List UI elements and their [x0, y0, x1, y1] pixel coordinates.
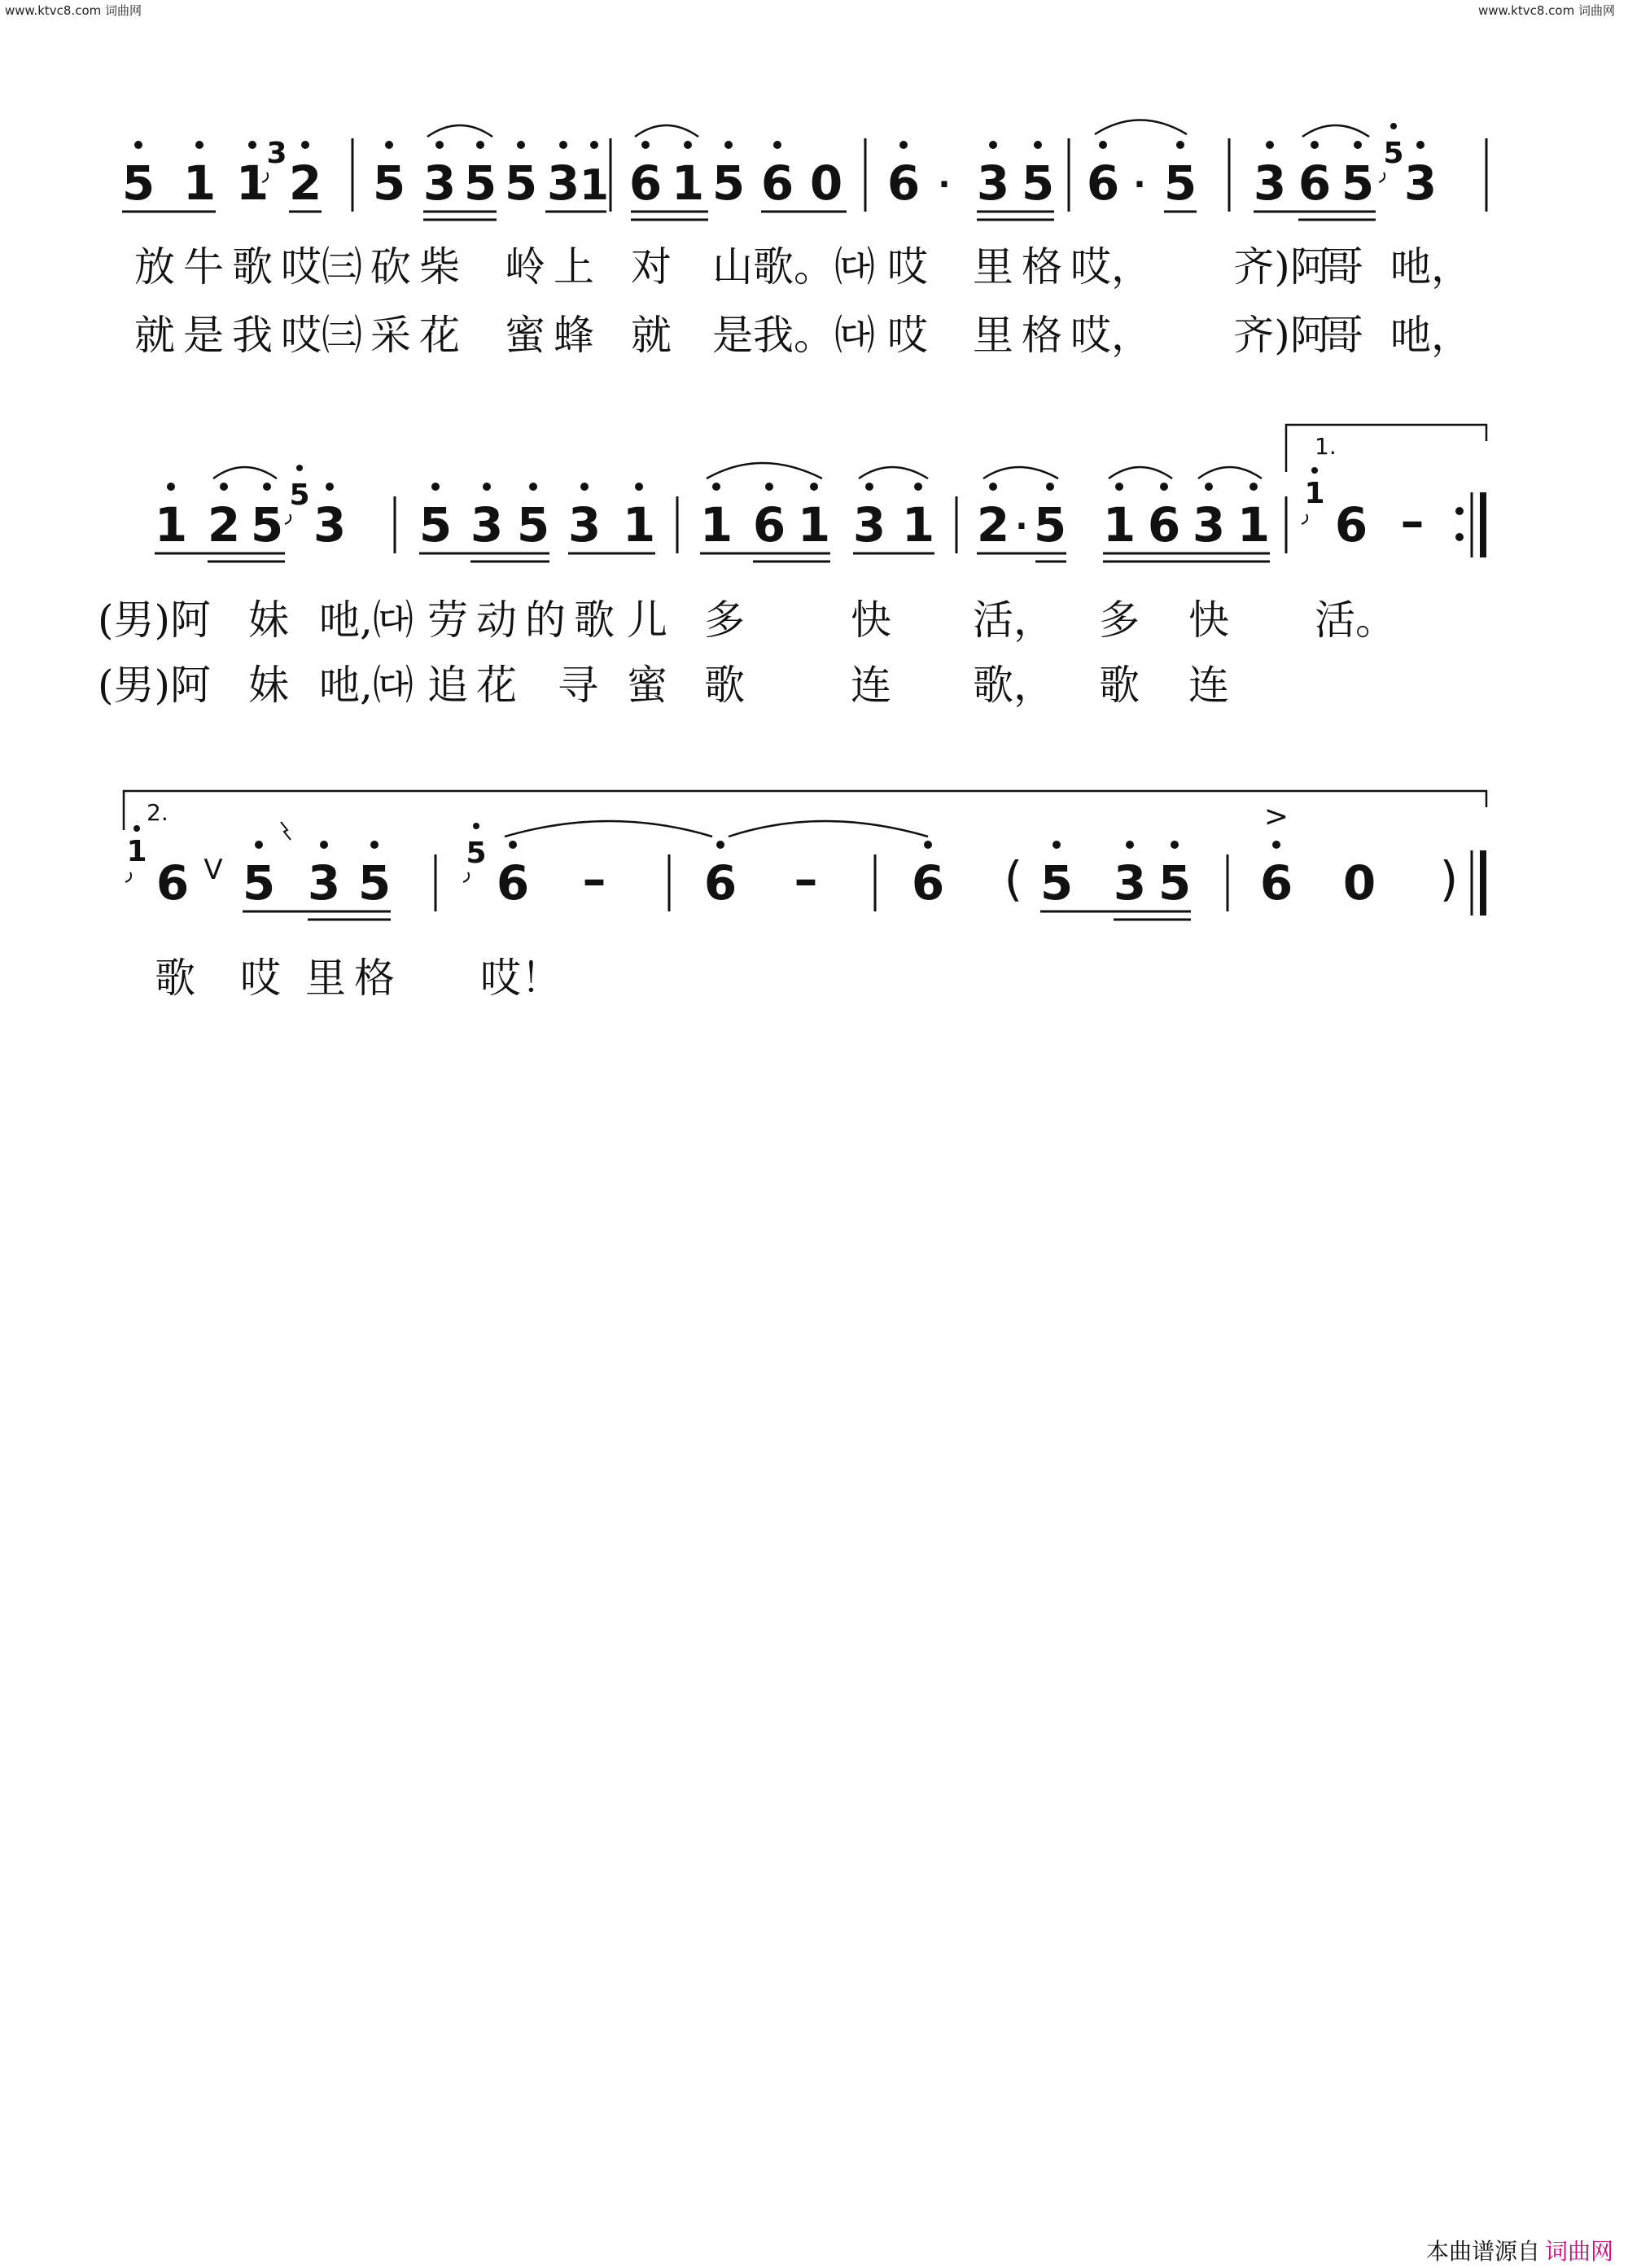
lyric-line-4 — [0, 661, 1628, 718]
lyric-syllable: 歌 — [1099, 662, 1140, 709]
note: 5 — [1158, 855, 1192, 911]
note: 6 — [155, 855, 190, 911]
lyric-syllable: 格 — [1022, 312, 1062, 359]
lyric-syllable: 花 — [419, 312, 460, 359]
note: 0 — [809, 155, 843, 211]
lyric-syllable: 牛 — [183, 243, 224, 291]
note: · — [1133, 166, 1146, 203]
note: 1 — [901, 497, 935, 553]
note: 1 — [797, 497, 831, 553]
note: 6 — [911, 855, 945, 911]
notation-staff-1 — [0, 98, 1628, 260]
note: 1 — [1236, 497, 1271, 553]
header-right-site: www.ktvc8.com 词曲网 — [1477, 3, 1615, 18]
note: 1 — [622, 497, 656, 553]
lyric-syllable: 哎㈢ — [281, 243, 362, 291]
lyric-syllable: 哎 — [887, 243, 928, 291]
lyric-syllable: 儿 — [627, 596, 667, 644]
note: 5 — [516, 497, 550, 553]
note: 1 — [235, 155, 269, 211]
lyric-syllable: 是 — [183, 312, 224, 359]
lyric-syllable: 哎 — [887, 312, 928, 359]
note: 1 — [671, 155, 705, 211]
lyric-line-2 — [0, 311, 1628, 368]
note: 3 — [976, 155, 1010, 211]
lyric-syllable: 对 — [631, 243, 672, 291]
lyric-syllable: 哎！ — [480, 955, 562, 1002]
lyric-syllable: 是 — [712, 312, 753, 359]
lyric-syllable: 寻 — [558, 662, 598, 709]
lyric-syllable: 岭 — [505, 243, 545, 291]
note: 5 — [1163, 155, 1197, 211]
header-left-site: www.ktvc8.com 词曲网 — [5, 3, 142, 18]
lyric-syllable: 活。 — [1315, 596, 1396, 644]
lyric-syllable: 追 — [427, 662, 468, 709]
note: 6 — [886, 155, 921, 211]
grace-note: 5 — [289, 479, 310, 512]
lyric-syllable: 蜜 — [505, 312, 545, 359]
lyric-syllable: 哎 — [240, 955, 281, 1002]
lyric-syllable: 歌 — [574, 596, 615, 644]
lyric-syllable: 劳 — [427, 596, 468, 644]
note: 2 — [207, 497, 241, 553]
lyric-syllable: 妹 — [248, 662, 289, 709]
lyric-syllable: 歌， — [973, 662, 1054, 709]
breath-mark: V — [204, 854, 223, 886]
footer-brand-link[interactable]: 词曲网 — [1544, 2238, 1613, 2265]
note: 5 — [121, 155, 155, 211]
lyric-syllable: 多 — [1099, 596, 1140, 644]
lyric-syllable: 山 — [712, 243, 753, 291]
grace-note: 1 — [126, 835, 147, 868]
lyric-syllable: 多 — [704, 596, 745, 644]
note: 6 — [1259, 855, 1293, 911]
lyric-syllable: (男)阿 — [98, 662, 212, 709]
lyric-syllable: 就 — [134, 312, 175, 359]
note: 5 — [1033, 497, 1067, 553]
lyric-syllable: 妹 — [248, 596, 289, 644]
note: – — [1400, 493, 1424, 548]
note: 3 — [546, 155, 580, 211]
volta-1-label: 1. — [1315, 433, 1337, 460]
lyric-syllable: 哎， — [1070, 312, 1152, 359]
parenthesis: ( — [1004, 851, 1023, 907]
note: 6 — [1086, 155, 1120, 211]
lyric-syllable: 我 — [232, 312, 273, 359]
lyric-syllable: 歌。㈐ — [753, 243, 875, 291]
lyric-syllable: 吔,㈐ — [319, 596, 414, 644]
lyric-syllable: 吔,㈐ — [319, 662, 414, 709]
lyric-syllable: 哎㈢ — [281, 312, 362, 359]
grace-note: 5 — [466, 837, 487, 870]
lyric-syllable: 连 — [851, 662, 891, 709]
parenthesis: ) — [1439, 851, 1459, 907]
lyric-syllable: 里 — [973, 243, 1013, 291]
note: 6 — [703, 855, 737, 911]
note: 3 — [852, 497, 886, 553]
grace-note: 1 — [1304, 477, 1325, 510]
note: · — [1015, 508, 1028, 545]
note: 1 — [154, 497, 188, 553]
lyric-syllable: 齐)阿 — [1233, 243, 1331, 291]
lyric-syllable: 柴 — [419, 243, 460, 291]
notation-staff-2 — [0, 423, 1628, 586]
note: 3 — [470, 497, 504, 553]
lyric-syllable: (男)阿 — [98, 596, 212, 644]
lyric-syllable: 蜂 — [554, 312, 594, 359]
lyric-syllable: 哥 — [1323, 312, 1363, 359]
note: 3 — [307, 855, 341, 911]
lyric-line-3 — [0, 596, 1628, 653]
note: 3 — [313, 497, 347, 553]
note: 1 — [1102, 497, 1136, 553]
lyric-syllable: 花 — [476, 662, 517, 709]
lyric-syllable: 活， — [973, 596, 1054, 644]
lyric-syllable: 的 — [525, 596, 566, 644]
note: 6 — [1147, 497, 1181, 553]
note: 5 — [242, 855, 276, 911]
note: 6 — [496, 855, 530, 911]
note: – — [582, 851, 606, 907]
lyric-syllable: 采 — [370, 312, 411, 359]
accent-mark: > — [1263, 800, 1289, 833]
lyric-syllable: 里 — [973, 312, 1013, 359]
note: – — [794, 851, 818, 907]
notation-staff-3 — [0, 781, 1628, 944]
note: 6 — [628, 155, 663, 211]
lyric-syllable: 我。㈐ — [753, 312, 875, 359]
note: 3 — [1403, 155, 1438, 211]
note: 3 — [1253, 155, 1287, 211]
note: 6 — [1298, 155, 1332, 211]
lyric-syllable: 连 — [1188, 662, 1229, 709]
note: 3 — [1113, 855, 1147, 911]
lyric-syllable: 哥 — [1323, 243, 1363, 291]
note: 6 — [760, 155, 794, 211]
note: 5 — [711, 155, 746, 211]
note: 5 — [504, 155, 538, 211]
note: 6 — [1334, 497, 1368, 553]
volta-2-label: 2. — [147, 799, 168, 826]
note: · — [938, 166, 951, 203]
note: 6 — [752, 497, 786, 553]
lyric-syllable: 齐)阿 — [1233, 312, 1331, 359]
note: 3 — [567, 497, 602, 553]
note: 5 — [1021, 155, 1055, 211]
note: 5 — [1341, 155, 1375, 211]
lyric-syllable: 上 — [554, 243, 594, 291]
note: 1 — [699, 497, 733, 553]
lyric-syllable: 放 — [134, 243, 175, 291]
lyric-syllable: 快 — [1188, 596, 1229, 644]
lyric-syllable: 就 — [631, 312, 672, 359]
note: 5 — [1039, 855, 1074, 911]
note: 2 — [288, 155, 322, 211]
note: 5 — [357, 855, 392, 911]
lyric-syllable: 歌 — [155, 955, 195, 1002]
footer-source-text: 本曲谱源自 — [1425, 2238, 1540, 2265]
lyric-syllable: 吔， — [1390, 312, 1472, 359]
lyric-syllable: 格 — [1022, 243, 1062, 291]
lyric-syllable: 吔， — [1390, 243, 1472, 291]
lyric-syllable: 快 — [851, 596, 891, 644]
lyric-syllable: 蜜 — [627, 662, 667, 709]
note: 5 — [250, 497, 284, 553]
lyric-syllable: 歌 — [232, 243, 273, 291]
lyric-syllable: 哎， — [1070, 243, 1152, 291]
note: 3 — [1192, 497, 1226, 553]
lyric-line-1 — [0, 243, 1628, 299]
lyric-line-5 — [0, 954, 1628, 1011]
lyric-syllable: 里 — [305, 955, 346, 1002]
note: 2 — [976, 497, 1010, 553]
lyric-syllable: 格 — [354, 955, 395, 1002]
grace-note: 3 — [266, 137, 287, 170]
footer-attribution — [1426, 2234, 1613, 2266]
lyric-syllable: 砍 — [370, 243, 411, 291]
note: 5 — [418, 497, 453, 553]
lyric-syllable: 歌 — [704, 662, 745, 709]
lyric-syllable: 动 — [476, 596, 517, 644]
note: 0 — [1342, 855, 1376, 911]
note: 1 — [579, 161, 610, 210]
note: 3 — [422, 155, 457, 211]
grace-note: 5 — [1383, 137, 1404, 170]
note: 1 — [182, 155, 217, 211]
note: 5 — [372, 155, 406, 211]
note: 5 — [463, 155, 497, 211]
